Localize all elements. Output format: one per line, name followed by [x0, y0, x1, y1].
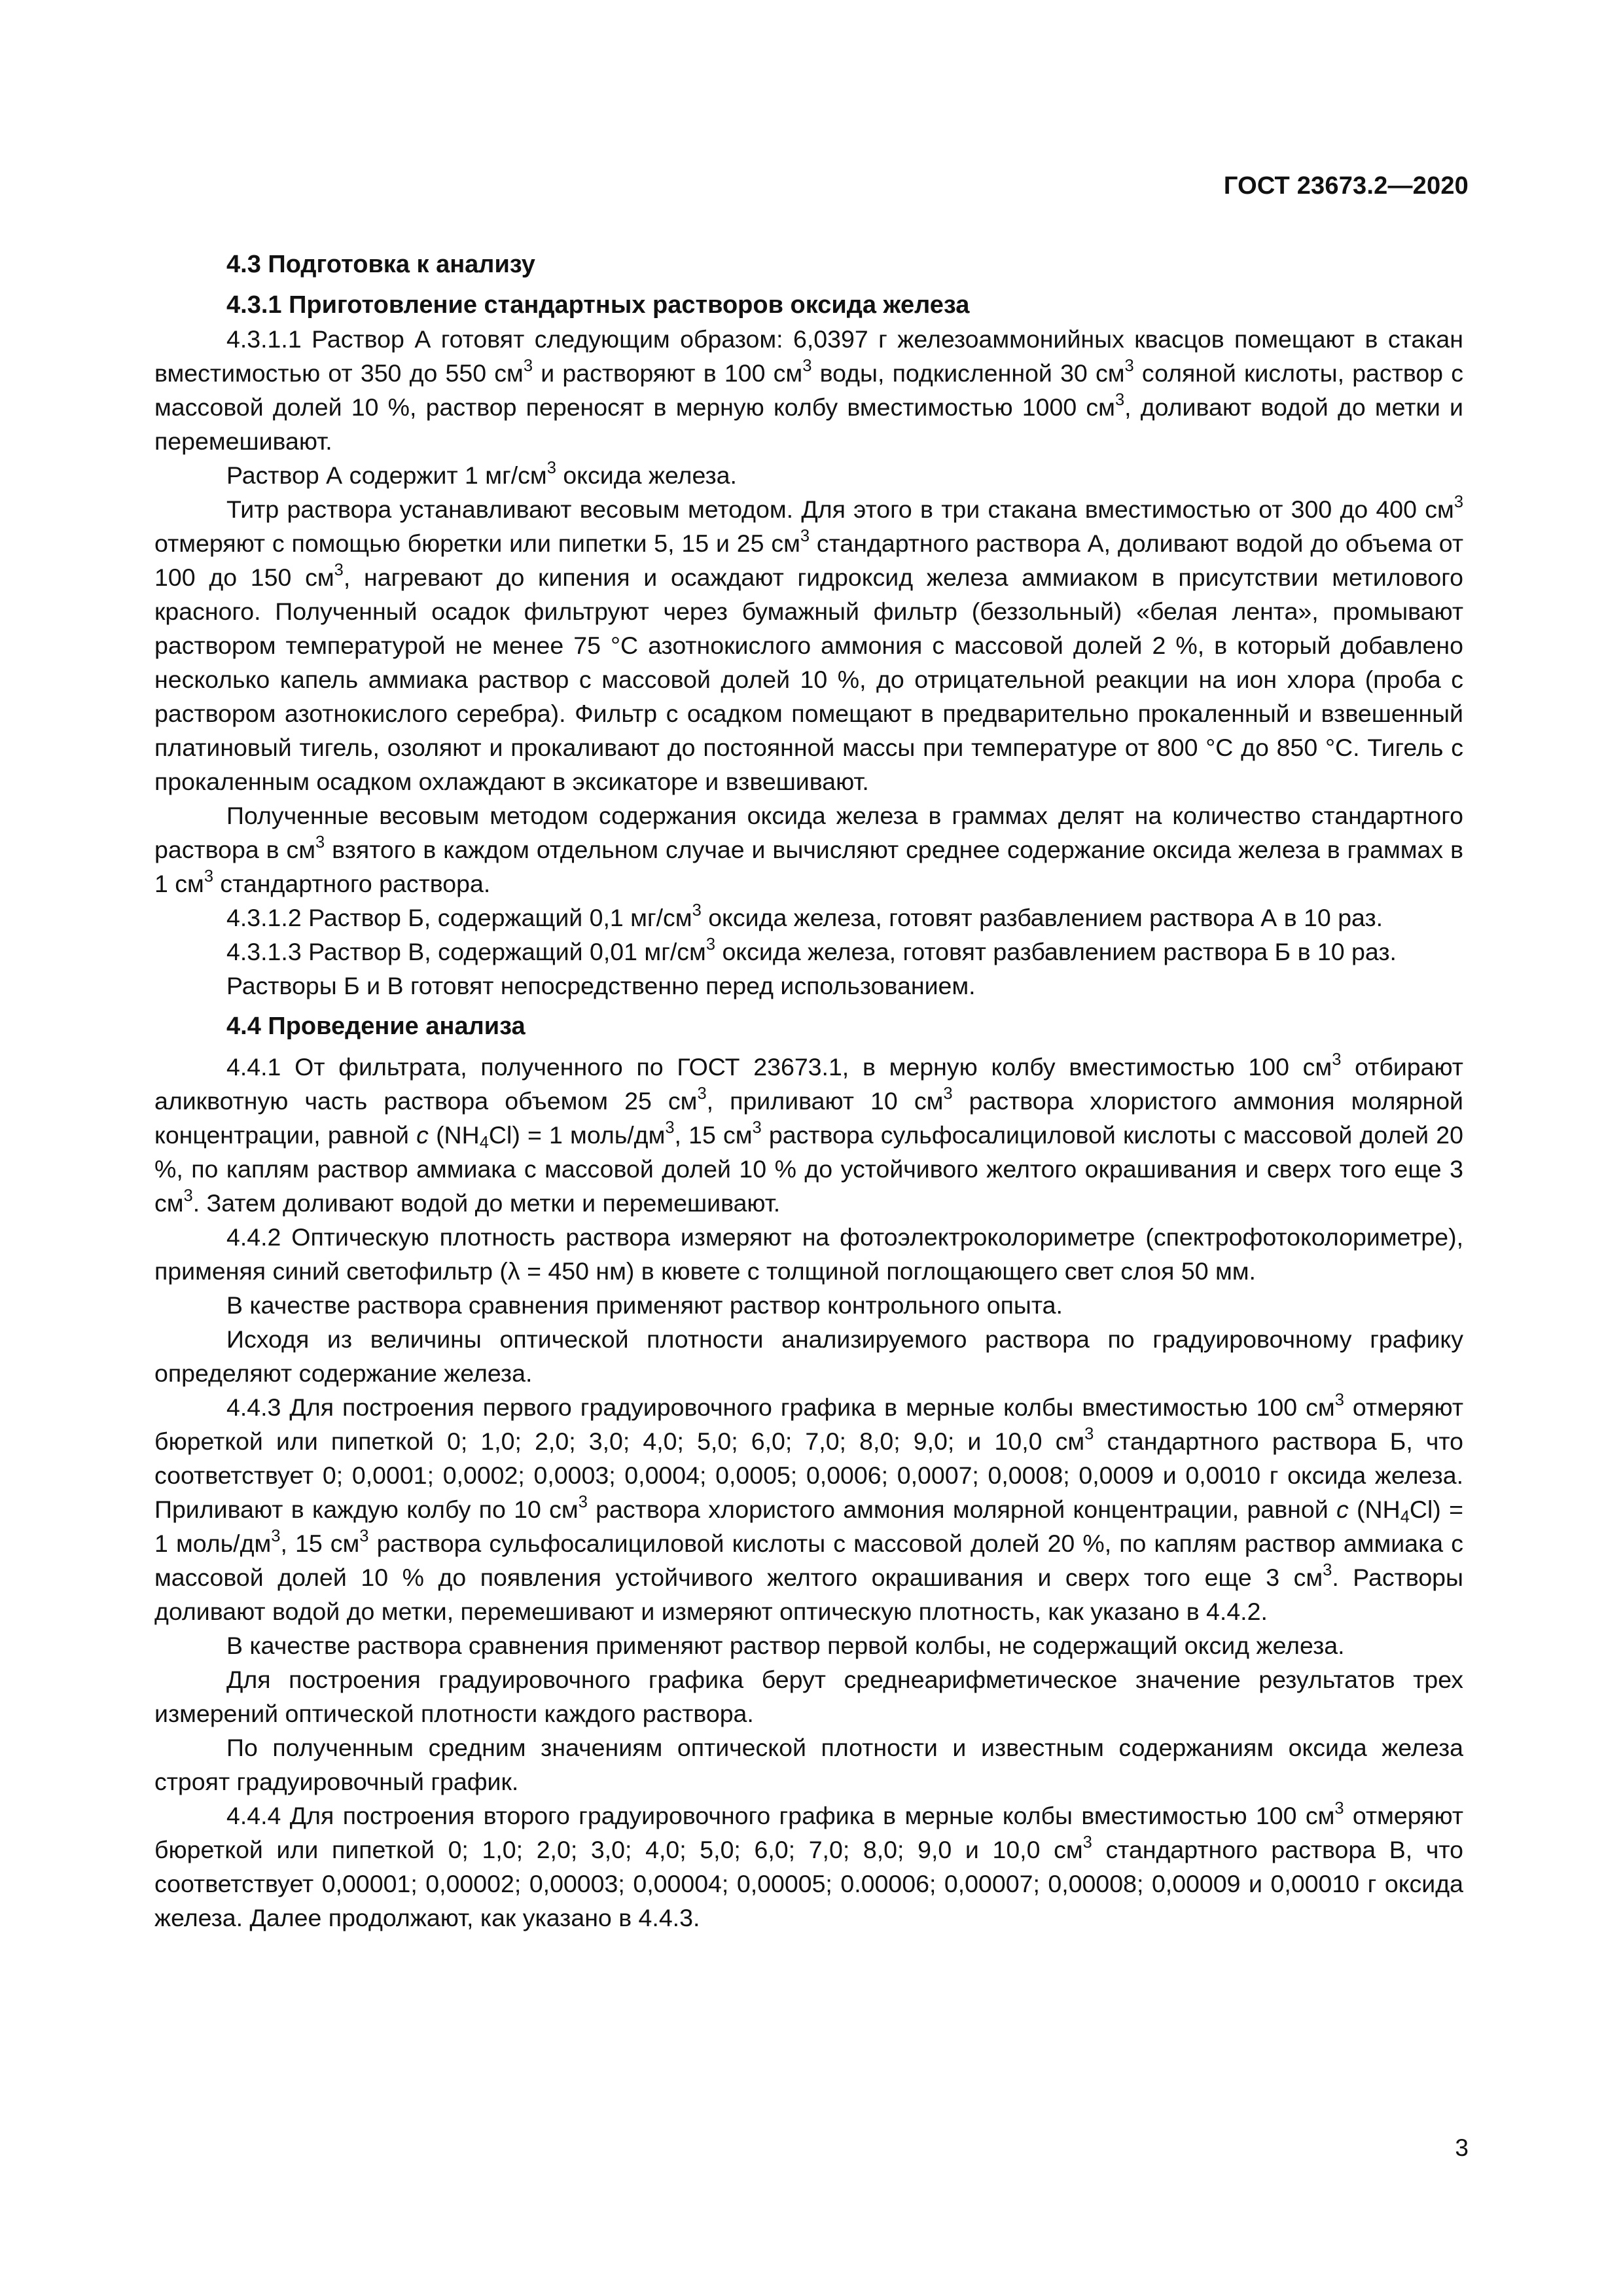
paragraph-4-4-4: 4.4.4 Для построения второго градуировочного графика в мерные колбы вместимостью 100 $см^3$ отмеряют бюреткой или пипеткой 0; 1,0; 2,0; 3,0; 4,0; 5,0; 6,0; 7,0; 8,0; 9,0 и 10,0 $см^3$ стандартного раствора В, что соответствует 0,00001; 0,00002; 0,00003; 0,00004; 0,00005; 0.00006; 0,00007; 0,00008; 0,00009 и 0,00010 г оксида железа. Далее продолжают, как указано в 4.4.3. [154, 1799, 1463, 1931]
paragraph-reference-first-flask: В качестве раствора сравнения применяют раствор первой колбы, не содержащий оксид железа. [226, 1632, 1345, 1659]
paragraph-4-3-1-2: 4.3.1.2 Раствор Б, содержащий 0,1 $мг/см^3$ оксида железа, готовят разбавлением раствора А в 10 раз. [226, 901, 1383, 931]
paragraph-mean-value: Для построения градуировочного графика берут среднеарифметическое значение результатов трех измерений оптической плотности каждого раствора. [154, 1666, 1463, 1727]
subsection-4-3-1-title: 4.3.1 Приготовление стандартных растворов оксида железа [226, 291, 970, 319]
paragraph-4-3-1-3: 4.3.1.3 Раствор В, содержащий 0,01 $мг/см^3$ оксида железа, готовят разбавлением раствора Б в 10 раз. [226, 935, 1397, 965]
paragraph-4-4-1: 4.4.1 От фильтрата, полученного по ГОСТ 23673.1, в мерную колбу вместимостью 100 $см^3$ отбирают аликвотную часть раствора объемом 25 $см^3$, приливают 10 $см^3$ раствора хлористого аммония молярной концентрации, равной c $(NH_4Cl) = 1$ моль/$дм^3$, 15 $см^3$ раствора сульфосалициловой кислоты с массовой долей 20 %, по каплям раствор аммиака с массовой долей 10 % до устойчивого желтого окрашивания и сверх того еще 3 $см^3$. Затем доливают водой до метки и перемешивают. [154, 1050, 1463, 1217]
paragraph-average-content: Полученные весовым методом содержания оксида железа в граммах делят на количество стандартного раствора в $см^3$ взятого в каждом отдельном случае и вычисляют среднее содержание оксида железа в граммах в 1 $см^3$ стандартного раствора. [154, 802, 1463, 897]
paragraph-calibration-usage: Исходя из величины оптической плотности анализируемого раствора по градуировочному графику определяют содержание железа. [154, 1325, 1463, 1387]
paragraph-4-3-1-1: 4.3.1.1 Раствор А готовят следующим образом: 6,0397 г железоаммонийных квасцов помещают в стакан вместимостью от 350 до 550 $см^3$ и растворяют в 100 $см^3$ воды, подкисленной 30 $см^3$ соляной кислоты, раствор с массовой долей 10 %, раствор переносят в мерную колбу вместимостью 1000 $см^3$, доливают водой до метки и перемешивают. [154, 325, 1463, 455]
paragraph-build-graph: По полученным средним значениям оптической плотности и известным содержаниям оксида железа строят градуировочный график. [154, 1734, 1463, 1795]
paragraph-titer: Титр раствора устанавливают весовым методом. Для этого в три стакана вместимостью от 300 до 400 $см^3$ отмеряют с помощью бюретки или пипетки 5, 15 и 25 $см^3$ стандартного раствора А, доливают водой до объема от 100 до 150 $см^3$, нагревают до кипения и осаждают гидроксид железа аммиаком в присутствии метилового красного. Полученный осадок фильтруют через бумажный фильтр (беззольный) «белая лента», промывают раствором температурой не менее 75 °С азотнокислого аммония с массовой долей 2 %, в который добавлено несколько капель аммиака раствор с массовой долей 10 %, до отрицательной реакции на ион хлора (проба с раствором азотнокислого серебра). Фильтр с осадком помещают в предварительно прокаленный и взвешенный платиновый тигель, озоляют и прокаливают до постоянной массы при температуре от 800 °С до 850 °С. Тигель с прокаленным осадком охлаждают в эксикаторе и взвешивают. [154, 493, 1464, 795]
paragraph-solutions-b-v: Растворы Б и В готовят непосредственно перед использованием. [226, 972, 976, 999]
section-4-3-title: 4.3 Подготовка к анализу [226, 251, 535, 278]
paragraph-solution-a-content: Раствор А содержит 1 $мг/см^3$ оксида железа. [226, 459, 737, 489]
document-body [154, 247, 1463, 1935]
section-4-4-title: 4.4 Проведение анализа [226, 1013, 526, 1040]
document-code: ГОСТ 23673.2—2020 [1223, 172, 1469, 200]
paragraph-reference-solution: В качестве раствора сравнения применяют раствор контрольного опыта. [226, 1291, 1063, 1319]
page-number: 3 [1455, 2134, 1469, 2161]
paragraph-4-4-2: 4.4.2 Оптическую плотность раствора измеряют на фотоэлектроколориметре (спектрофотоколориметре), применяя синий светофильтр (λ = 450 нм) в кювете с толщиной поглощающего свет слоя 50 мм. [154, 1223, 1463, 1285]
paragraph-4-4-3: 4.4.3 Для построения первого градуировочного графика в мерные колбы вместимостью 100 $см^3$ отмеряют бюреткой или пипеткой 0; 1,0; 2,0; 3,0; 4,0; 5,0; 6,0; 7,0; 8,0; 9,0; и 10,0 $см^3$ стандартного раствора Б, что соответствует 0; 0,0001; 0,0002; 0,0003; 0,0004; 0,0005; 0,0006; 0,0007; 0,0008; 0,0009 и 0,0010 г оксида железа. Приливают в каждую колбу по 10 $см^3$ раствора хлористого аммония молярной концентрации, равной c $(NH_4Cl) = 1$ моль/$дм^3$, 15 $см^3$ раствора сульфосалициловой кислоты с массовой долей 20 %, по каплям раствор аммиака с массовой долей 10 % до появления устойчивого желтого окрашивания и сверх того еще 3 $см^3$. Растворы доливают водой до метки, перемешивают и измеряют оптическую плотность, как указано в 4.4.2. [154, 1391, 1464, 1625]
